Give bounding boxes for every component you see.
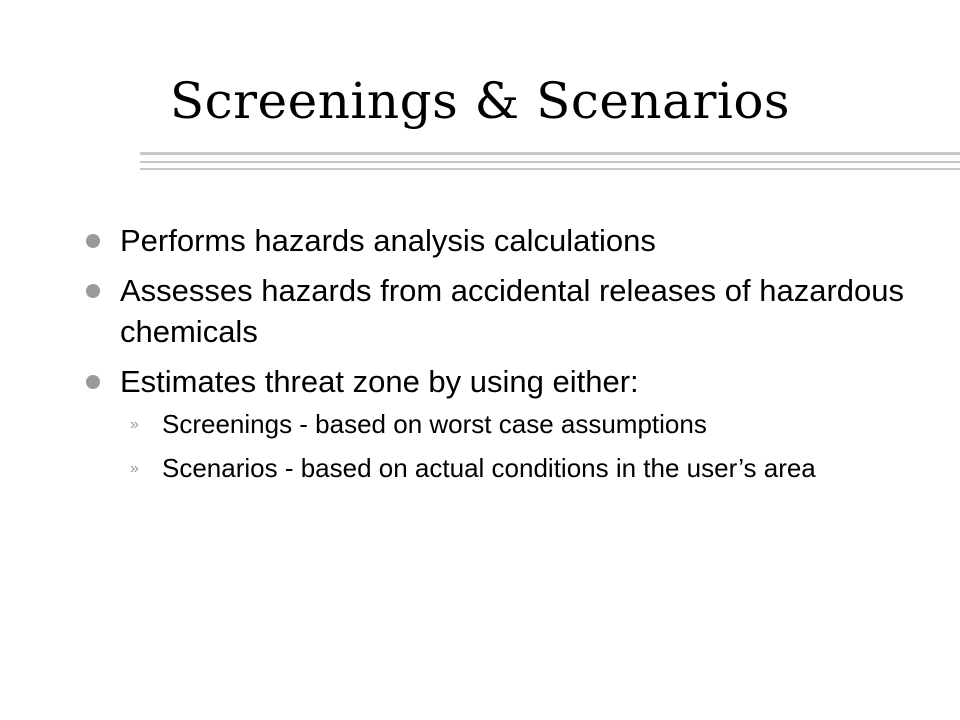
bullet-text: Estimates threat zone by using either: [120,364,639,399]
title-rule-top [140,152,960,155]
bullet-dot-icon [86,234,100,248]
sub-bullet-list [120,408,944,484]
double-chevron-icon: » [130,460,139,477]
bullet-dot-icon [86,284,100,298]
bullet-text: Assesses hazards from accidental releases of hazardous chemicals [120,273,905,349]
bullet-list [84,220,944,496]
bullet-item [84,361,944,484]
bullet-dot-icon [86,375,100,389]
sub-bullet-item [120,452,944,484]
slide-title: Screenings & Scenarios [169,72,791,130]
sub-bullet-text: Scenarios - based on actual conditions in the user’s area [162,453,816,483]
double-chevron-icon: » [130,416,139,433]
sub-bullet-text: Screenings - based on worst case assumptions [162,409,707,439]
bullet-item [84,270,944,352]
title-rule-bottom [140,168,960,170]
bullet-item [84,220,944,261]
title-rule-middle [140,161,960,163]
bullet-text: Performs hazards analysis calculations [120,223,656,258]
sub-bullet-item [120,408,944,440]
